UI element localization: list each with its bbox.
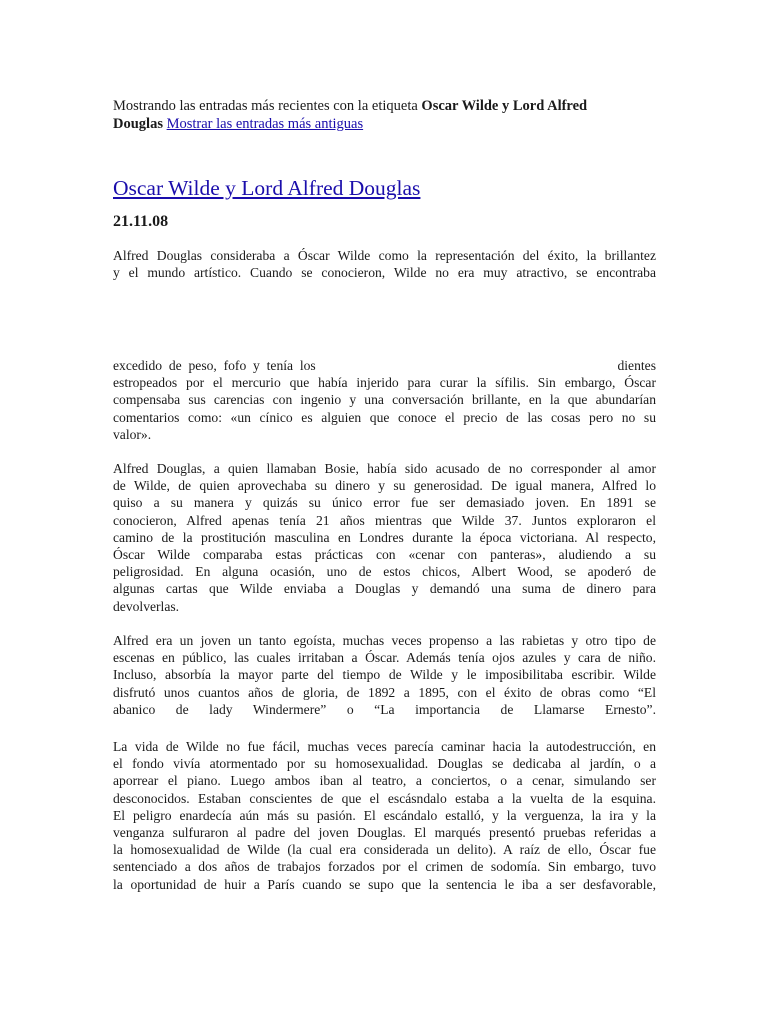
paragraph-line: abanico de lady Windermere” o “La importancia de Llamarse Ernesto”. <box>113 701 656 717</box>
post-title <box>113 175 420 201</box>
paragraph-line: estropeados por el mercurio que había injerido para curar la sífilis. Sin embargo, Óscar <box>113 375 656 391</box>
paragraph-line: comentarios como: «un cínico es alguien que conoce el precio de las cosas pero no su <box>113 409 656 425</box>
paragraph-line: y el mundo artístico. Cuando se conocieron, Wilde no era muy atractivo, se encontraba <box>113 265 656 281</box>
paragraph-line: Alfred Douglas consideraba a Óscar Wilde como la representación del éxito, la brillantez <box>113 248 656 263</box>
paragraph-line: disfrutó unos cuantos años de gloria, de 1892 a 1895, con el éxito de obras como “El <box>113 684 656 700</box>
paragraph-3 <box>113 460 656 615</box>
paragraph-5 <box>113 738 656 893</box>
paragraph-line: el fondo vivía atormentado por su homosexualidad. Douglas se dedicaba al jardín, o a <box>113 756 656 772</box>
paragraph-line: la oportunidad de huir a París cuando se supo que la sentencia le iba a ser desfavorable, <box>113 876 656 892</box>
paragraph-line: Óscar Wilde comparaba estas prácticas con «cenar con panteras», aludiendo a su <box>113 547 656 563</box>
paragraph-line: desconocidos. Estaban conscientes de que el escásndalo estaba a la vuelta de la esquina. <box>113 790 656 806</box>
label-name: Oscar Wilde y Lord Alfred <box>421 98 588 114</box>
paragraph-line: El peligro enardecía aún más su pasión. El escándalo estalló, y la verguenza, la ira y la <box>113 807 656 823</box>
label-status-message <box>113 97 656 133</box>
paragraph-line: sentenciado a dos años de trabajos forzados por el crimen de sodomía. Sin embargo, tuvo <box>113 859 656 875</box>
paragraph-line: conocieron, Alfred apenas tenía 21 años mientras que Wilde 37. Juntos exploraron el <box>113 512 656 528</box>
paragraph-line: camino de la prostitución masculina en Londres durante la época victoriana. Al respecto, <box>113 529 656 545</box>
post-title-link[interactable]: Oscar Wilde y Lord Alfred Douglas <box>113 176 421 200</box>
status-prefix: Mostrando las entradas más recientes con la etiqueta <box>113 98 418 114</box>
text-fragment: dientes <box>617 358 656 373</box>
paragraph-line: venganza sulfuraron al padre del joven Douglas. El marqués presentó pruebas referidas a <box>113 825 656 841</box>
paragraph-line: escenas en público, las cuales irritaban a Óscar. Además tenía ojos azules y cara de niño. <box>113 650 656 666</box>
paragraph-1 <box>113 247 656 281</box>
paragraph-line: compensaba sus carencias con ingenio y una conversación brillante, en la que abundarían <box>113 392 656 408</box>
paragraph-line: Alfred Douglas, a quien llamaban Bosie, había sido acusado de no corresponder al amor <box>113 461 656 476</box>
paragraph-line: valor». <box>113 426 152 442</box>
paragraph-4 <box>113 632 656 718</box>
paragraph-line: la homosexualidad de Wilde (la cual era considerada un delito). A raíz de ello, Óscar fue <box>113 842 656 858</box>
paragraph-line: quiso a su manera y quizás su único error fue ser demasiado joven. En 1891 se <box>113 495 656 511</box>
post-date: 21.11.08 <box>113 213 169 230</box>
text-fragment: excedido de peso, fofo y tenía los <box>113 358 316 373</box>
paragraph-line <box>113 357 656 374</box>
label-name-continued: Douglas <box>113 116 163 132</box>
older-posts-link[interactable]: Mostrar las entradas más antiguas <box>166 116 364 132</box>
paragraph-line: Incluso, absorbía la mayor parte del tiempo de Wilde y le imposibilitaba escribir. Wilde <box>113 667 656 683</box>
paragraph-line: La vida de Wilde no fue fácil, muchas veces parecía caminar hacia la autodestrucción, en <box>113 739 656 754</box>
paragraph-line: devolverlas. <box>113 598 180 614</box>
paragraph-line: de Wilde, de quien aprovechaba su dinero y su generosidad. De igual manera, Alfred lo <box>113 478 656 494</box>
paragraph-line: aporrear el piano. Luego ambos iban al teatro, a conciertos, o a cenar, simulando ser <box>113 773 656 789</box>
paragraph-line: algunas cartas que Wilde enviaba a Douglas y demandó una suma de dinero para <box>113 581 656 597</box>
paragraph-line: Alfred era un joven un tanto egoísta, muchas veces propenso a las rabietas y otro tipo de <box>113 633 656 648</box>
paragraph-line: peligrosidad. En alguna ocasión, uno de estos chicos, Albert Wood, se apoderó de <box>113 564 656 580</box>
paragraph-2 <box>113 357 656 443</box>
